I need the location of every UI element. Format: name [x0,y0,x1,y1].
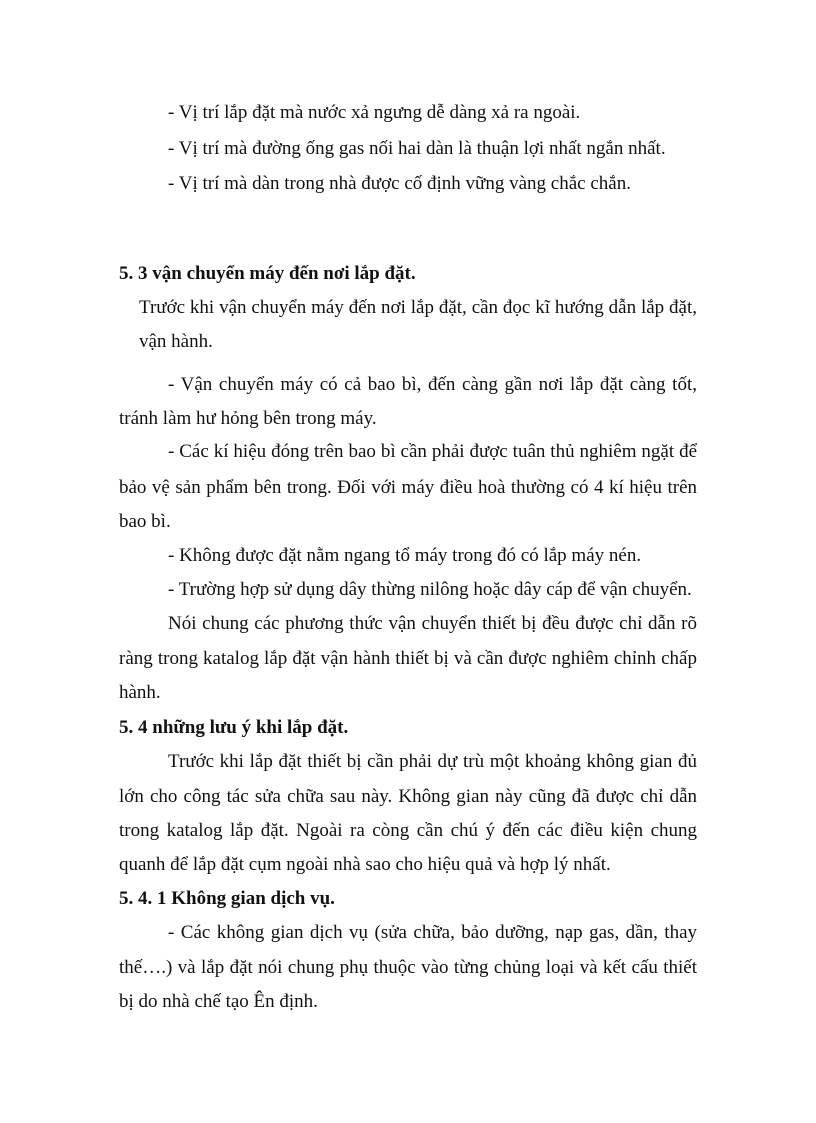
paragraph-line: - Các không gian dịch vụ (sửa chữa, bảo dưỡng, nạp gas, dần, thay [168,922,697,943]
section-heading-5-3: 5. 3 vận chuyển máy đến nơi lắp đặt. [119,263,416,284]
paragraph-line: tránh làm hư hỏng bên trong máy. [119,408,377,429]
bullet-item: - Không được đặt nằm ngang tổ máy trong đó có lắp máy nén. [168,545,642,566]
paragraph-line: quanh để lắp đặt cụm ngoài nhà sao cho hiệu quả và hợp lý nhất. [119,854,611,875]
paragraph-line: bao bì. [119,511,171,532]
section-heading-5-4-1: 5. 4. 1 Không gian dịch vụ. [119,888,335,909]
paragraph-line: thế….) và lắp đặt nói chung phụ thuộc vào từng chủng loại và kết cấu thiết [119,957,697,978]
paragraph-line: Nói chung các phương thức vận chuyển thiết bị đều được chỉ dẫn rõ [168,613,697,634]
paragraph-line: Trước khi vận chuyển máy đến nơi lắp đặt, cần đọc kĩ hướng dẫn lắp đặt, [139,297,697,318]
paragraph-line: - Vận chuyển máy có cả bao bì, đến càng gần nơi lắp đặt càng tốt, [168,374,697,395]
paragraph-line: - Các kí hiệu đóng trên bao bì cần phải được tuân thủ nghiêm ngặt để [168,441,697,462]
paragraph-line: vận hành. [139,331,213,352]
bullet-item: - Vị trí lắp đặt mà nước xả ngưng dễ dàng xả ra ngoài. [168,102,581,123]
bullet-item: - Trường hợp sử dụng dây thừng nilông hoặc dây cáp để vận chuyển. [168,579,692,600]
paragraph-line: bị do nhà chế tạo Ên định. [119,991,318,1012]
paragraph-line: lớn cho công tác sửa chữa sau này. Không gian này cũng đã được chỉ dẫn [119,786,697,807]
paragraph-line: trong katalog lắp đặt. Ngoài ra còng cần chú ý đến các điều kiện chung [119,820,697,841]
bullet-item: - Vị trí mà đường ống gas nối hai dàn là thuận lợi nhất ngắn nhất. [168,138,666,159]
paragraph-line: ràng trong katalog lắp đặt vận hành thiết bị và cần được nghiêm chỉnh chấp [119,648,697,669]
paragraph-line: hành. [119,682,161,703]
paragraph-line: bảo vệ sản phẩm bên trong. Đối với máy điều hoà thường có 4 kí hiệu trên [119,477,697,498]
section-heading-5-4: 5. 4 những lưu ý khi lắp đặt. [119,717,349,738]
bullet-item: - Vị trí mà dàn trong nhà được cố định vững vàng chắc chắn. [168,173,631,194]
paragraph-line: Trước khi lắp đặt thiết bị cần phải dự trù một khoảng không gian đủ [168,751,697,772]
